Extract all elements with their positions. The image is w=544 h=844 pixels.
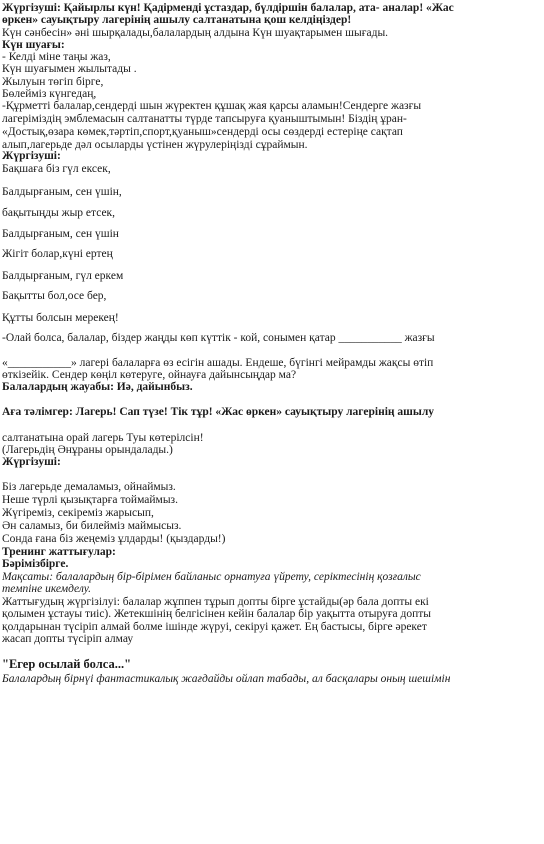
text-line: бақытыңды жыр етсек, [2, 207, 116, 219]
text-line: Бөлейміз күнгедаң, [2, 88, 97, 100]
text-line: Жігіт болар,күні ертең [2, 248, 113, 260]
text-line: Күн шуағы: [2, 39, 65, 51]
text-line: қолымен ұстауы тиіс). Жетекшінің белгісінен кейін балалар бір уақытта отыруға допты [2, 608, 432, 620]
text-line: жасап допты түсіріп алмау [2, 633, 134, 645]
text-line: Сонда ғана біз жеңеміз ұлдарды! (қыздарды!) [2, 533, 226, 545]
text-line: Жүргізуші: Қайырлы күн! Қадірменді ұстаздар, бүлдіршін балалар, ата- аналар! «Жас [2, 2, 454, 14]
text-line: өркен» сауықтыру лагерінің ашылу салтанатына қош келдіңіздер! [2, 14, 352, 26]
text-line: Жүргізуші: [2, 456, 61, 468]
text-line: Ән саламыз, би билейміз маймысыз. [2, 520, 182, 532]
text-line: Күн шуағымен жылытады . [2, 63, 137, 75]
text-line: алып,лагерьде дәл осыларды үстінен жүрулеріңізді сұраймын. [2, 139, 308, 151]
text-line: Күн сәнбесін» әні шырқалады,балалардың алдына Күн шуақтарымен шығады. [2, 27, 389, 39]
text-line: Бәрімізбірге. [2, 558, 69, 570]
text-line: Бақытты бол,осе бер, [2, 290, 107, 302]
text-line: Балдырғаным, сен үшін, [2, 186, 122, 198]
text-line: «___________» лагері балаларға өз есігін ашады. Ендеше, бүгінгі мейрамды жақсы өтіп [2, 357, 434, 369]
text-line: Жаттығудың жүргізілуі: балалар жұппен тұрып допты бірге ұстайды(әр бала допты екі [2, 596, 429, 608]
text-line: Аға тәлімгер: Лагерь! Сап түзе! Тік тұр! «Жас өркен» сауықтыру лагерінің ашылу [2, 406, 435, 418]
text-line: (Лагерьдің Әнұраны орындалады.) [2, 444, 173, 456]
text-line: Балдырғаным, сен үшін [2, 228, 119, 240]
text-line: Жүргізуші: [2, 150, 61, 162]
text-line: Тренинг жаттығулар: [2, 546, 116, 558]
text-line: қолдарынан түсіріп алмай болме ішінде жүруі, секіруі қажет. Ең бастысы, бірге әрекет [2, 621, 427, 633]
text-line: - Келді міне таңы жаз, [2, 51, 111, 63]
text-line: Құтты болсын мерекең! [2, 312, 119, 324]
text-line: Жүгіреміз, секіреміз жарысып, [2, 507, 154, 519]
text-line: Неше түрлі қызықтарға тоймаймыз. [2, 494, 178, 506]
text-line: Жылуын төгіп бірге, [2, 76, 104, 88]
text-line: "Егер осылай болса..." [2, 658, 132, 671]
text-line: Балалардың бірнүі фантастикалық жағдайды ойлап табады, ал басқалары оның шешімін [2, 673, 451, 685]
text-line: өткізейік. Сендер көңіл көтеруге, ойнауға дайынсыңдар ма? [2, 369, 297, 381]
text-line: Бақшаға біз гүл ексек, [2, 163, 111, 175]
text-line: темпіне икемделу. [2, 583, 91, 595]
text-line: лагеріміздің эмблемасын салтанатты түрде тапсыруға қуаныштымын! Біздің ұран- [2, 113, 407, 125]
text-line: -Құрметті балалар,сендерді шын жүректен құшақ жая қарсы аламын!Сендерге жазғы [2, 100, 422, 112]
text-line: Балалардың жауабы: Иә, дайынбыз. [2, 381, 193, 393]
text-line: Балдырғаным, гүл еркем [2, 270, 124, 282]
text-line: Біз лагерьде демаламыз, ойнаймыз. [2, 481, 176, 493]
text-line: салтанатына орай лагерь Туы көтерілсін! [2, 432, 204, 444]
text-line: Мақсаты: балалардың бір-бірімен байланыс орнатуға үйрету, серіктесінің қозғалыс [2, 571, 421, 583]
text-line: «Достық,өзара көмек,тәртіп,спорт,қуаныш»сендерді осы сөздерді естеріңе сақтап [2, 126, 403, 138]
text-line: -Олай болса, балалар, біздер жаңды көп күттік - кой, сонымен қатар ___________ жазғы [2, 332, 435, 344]
